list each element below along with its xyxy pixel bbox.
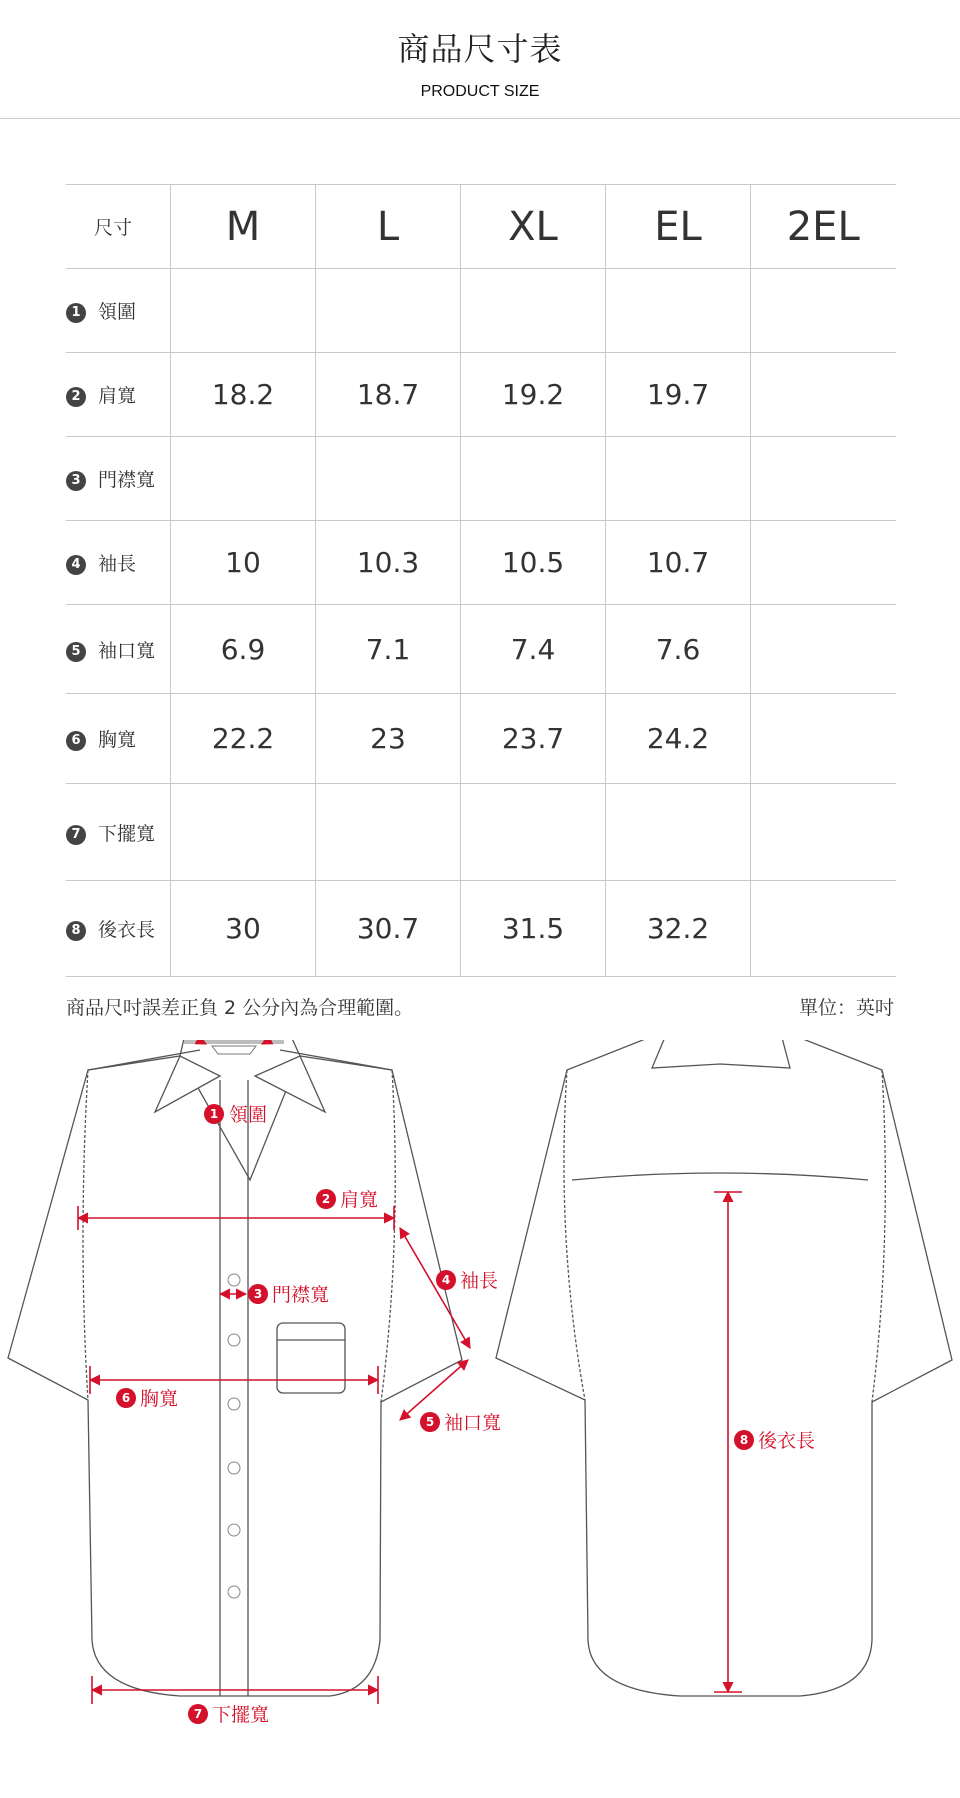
svg-text:5: 5 xyxy=(425,1415,435,1429)
table-cell: 18.2 xyxy=(171,353,316,437)
row-label xyxy=(66,694,171,784)
size-header-el: EL xyxy=(606,185,751,269)
svg-text:3: 3 xyxy=(253,1287,263,1301)
shirt-diagram xyxy=(0,1040,960,1760)
size-table xyxy=(66,184,896,977)
size-header-xl: XL xyxy=(461,185,606,269)
table-cell xyxy=(751,784,896,881)
svg-text:2: 2 xyxy=(321,1192,331,1206)
size-header-l: L xyxy=(316,185,461,269)
row-label-text: 領圍 xyxy=(98,301,137,323)
table-cell: 22.2 xyxy=(171,694,316,784)
table-row xyxy=(66,694,896,784)
page-header xyxy=(0,0,960,119)
size-header-2el: 2EL xyxy=(751,185,896,269)
table-cell: 30 xyxy=(171,881,316,977)
table-cell xyxy=(606,269,751,353)
page-subtitle: PRODUCT SIZE xyxy=(420,83,540,100)
table-cell xyxy=(606,437,751,521)
table-cell xyxy=(171,437,316,521)
table-cell: 23.7 xyxy=(461,694,606,784)
svg-text:袖口寬: 袖口寬 xyxy=(444,1412,502,1434)
row-label xyxy=(66,521,171,605)
row-label xyxy=(66,784,171,881)
table-cell xyxy=(171,784,316,881)
table-row xyxy=(66,784,896,881)
label-sleeve-length xyxy=(436,1270,498,1292)
row-label xyxy=(66,605,171,694)
row-label xyxy=(66,881,171,977)
svg-text:6: 6 xyxy=(121,1391,131,1405)
svg-text:肩寬: 肩寬 xyxy=(340,1189,379,1211)
table-cell xyxy=(316,269,461,353)
table-cell: 30.7 xyxy=(316,881,461,977)
table-cell: 19.7 xyxy=(606,353,751,437)
table-cell xyxy=(461,437,606,521)
row-label-text: 胸寬 xyxy=(98,729,137,751)
svg-text:門襟寬: 門襟寬 xyxy=(272,1284,330,1306)
tolerance-note: 商品尺吋誤差正負 2 公分內為合理範圍。 xyxy=(66,997,414,1019)
svg-text:4: 4 xyxy=(441,1273,451,1287)
table-row xyxy=(66,881,896,977)
table-cell xyxy=(751,269,896,353)
table-cell xyxy=(751,521,896,605)
table-cell xyxy=(751,694,896,784)
table-cell xyxy=(461,269,606,353)
label-collar xyxy=(204,1104,267,1126)
unit-label: 單位：英吋 xyxy=(798,997,894,1019)
row-number-badge: 4 xyxy=(66,555,86,575)
row-number-badge: 1 xyxy=(66,303,86,323)
table-cell: 10.5 xyxy=(461,521,606,605)
back-shirt xyxy=(496,1040,952,1696)
table-cell: 32.2 xyxy=(606,881,751,977)
svg-text:後衣長: 後衣長 xyxy=(758,1430,816,1452)
row-number-badge: 5 xyxy=(66,642,86,662)
table-cell xyxy=(751,881,896,977)
table-body xyxy=(66,269,896,977)
row-number-badge: 6 xyxy=(66,731,86,751)
label-hem xyxy=(188,1704,269,1726)
table-cell xyxy=(171,269,316,353)
row-number-badge: 3 xyxy=(66,471,86,491)
table-cell xyxy=(316,437,461,521)
table-row xyxy=(66,353,896,437)
row-label-text: 肩寬 xyxy=(98,385,137,407)
svg-text:袖長: 袖長 xyxy=(460,1270,499,1292)
table-header-label: 尺寸 xyxy=(66,185,171,269)
size-header-m: M xyxy=(171,185,316,269)
table-cell: 23 xyxy=(316,694,461,784)
table-cell xyxy=(606,784,751,881)
row-label-text: 下擺寬 xyxy=(98,822,156,845)
row-label-text: 袖長 xyxy=(98,553,137,575)
table-cell: 19.2 xyxy=(461,353,606,437)
table-cell: 10.3 xyxy=(316,521,461,605)
table-row xyxy=(66,521,896,605)
table-cell xyxy=(751,437,896,521)
svg-text:胸寬: 胸寬 xyxy=(140,1388,179,1410)
svg-text:1: 1 xyxy=(209,1107,219,1121)
row-label-text: 後衣長 xyxy=(98,919,156,941)
label-shoulder xyxy=(316,1189,378,1211)
table-cell: 6.9 xyxy=(171,605,316,694)
table-cell: 10.7 xyxy=(606,521,751,605)
table-cell: 24.2 xyxy=(606,694,751,784)
svg-text:8: 8 xyxy=(739,1433,749,1447)
table-cell: 31.5 xyxy=(461,881,606,977)
row-label xyxy=(66,353,171,437)
row-label xyxy=(66,269,171,353)
svg-text:下擺寬: 下擺寬 xyxy=(212,1704,270,1726)
table-cell xyxy=(751,605,896,694)
table-cell: 7.6 xyxy=(606,605,751,694)
label-cuff xyxy=(420,1412,501,1434)
table-row xyxy=(66,269,896,353)
page-title: 商品尺寸表 xyxy=(397,30,563,68)
table-cell xyxy=(461,784,606,881)
row-label xyxy=(66,437,171,521)
table-cell xyxy=(316,784,461,881)
table-header-row xyxy=(66,185,896,269)
table-cell: 10 xyxy=(171,521,316,605)
table-row xyxy=(66,605,896,694)
table-row xyxy=(66,437,896,521)
row-label-text: 門襟寬 xyxy=(98,469,156,491)
label-back-length xyxy=(734,1430,815,1452)
table-cell xyxy=(751,353,896,437)
svg-text:7: 7 xyxy=(193,1707,203,1721)
table-cell: 7.4 xyxy=(461,605,606,694)
row-number-badge: 8 xyxy=(66,921,86,941)
table-cell: 7.1 xyxy=(316,605,461,694)
svg-text:領圍: 領圍 xyxy=(229,1104,268,1126)
row-number-badge: 7 xyxy=(66,825,86,845)
label-placket xyxy=(248,1284,329,1306)
row-label-text: 袖口寬 xyxy=(98,639,156,662)
row-number-badge: 2 xyxy=(66,387,86,407)
label-chest xyxy=(116,1388,178,1410)
table-cell: 18.7 xyxy=(316,353,461,437)
